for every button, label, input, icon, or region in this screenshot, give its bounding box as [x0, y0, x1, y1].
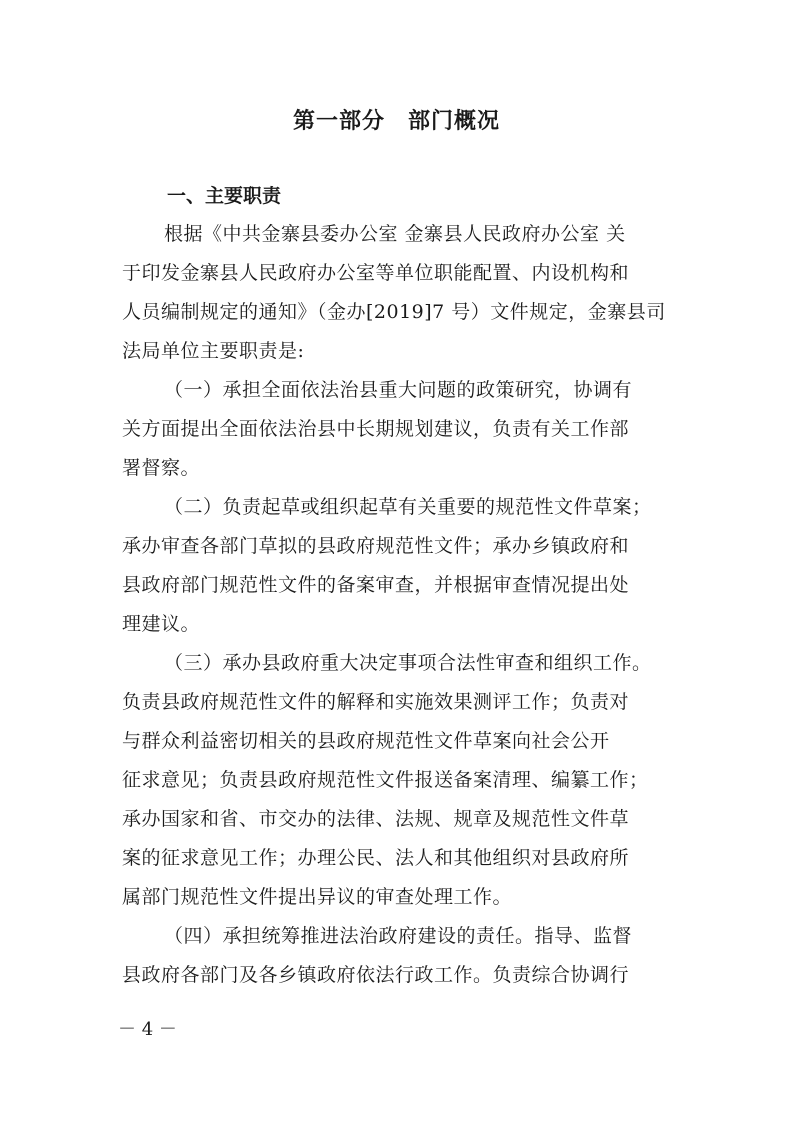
text-line: 承办审查各部门草拟的县政府规范性文件；承办乡镇政府和	[122, 535, 630, 557]
text-line: （三）承办县政府重大决定事项合法性审查和组织工作。	[164, 652, 652, 674]
text-line: 理建议。	[122, 613, 201, 635]
page-number: － 4 －	[118, 1019, 177, 1040]
text-line: 于印发金寨县人民政府办公室等单位职能配置、内设机构和	[122, 262, 630, 284]
text-line: 县政府各部门及各乡镇政府依法行政工作。负责综合协调行	[122, 964, 630, 986]
text-line: 县政府部门规范性文件的备案审查，并根据审查情况提出处	[122, 574, 630, 596]
text-line: 负责县政府规范性文件的解释和实施效果测评工作；负责对	[122, 691, 630, 713]
text-line: 人员编制规定的通知》（金办[2019]7 号）文件规定，金寨县司	[122, 301, 666, 323]
text-line: 属部门规范性文件提出异议的审查处理工作。	[122, 886, 513, 908]
text-line: 关方面提出全面依法治县中长期规划建议，负责有关工作部	[122, 418, 630, 440]
text-line: 与群众利益密切相关的县政府规范性文件草案向社会公开	[122, 730, 610, 752]
text-line: 案的征求意见工作；办理公民、法人和其他组织对县政府所	[122, 847, 630, 869]
text-line: （四）承担统筹推进法治政府建设的责任。指导、监督	[164, 925, 633, 947]
text-line: 法局单位主要职责是:	[122, 340, 305, 362]
text-line: （二）负责起草或组织起草有关重要的规范性文件草案；	[164, 496, 652, 518]
page-title: 第一部分 部门概况	[292, 109, 500, 134]
text-line: 征求意见；负责县政府规范性文件报送备案清理、编纂工作；	[122, 769, 649, 791]
text-line: 承办国家和省、市交办的法律、法规、规章及规范性文件草	[122, 808, 630, 830]
text-line: （一）承担全面依法治县重大问题的政策研究，协调有	[164, 379, 633, 401]
text-line: 根据《中共金寨县委办公室 金寨县人民政府办公室 关	[164, 223, 626, 245]
text-line: 署督察。	[122, 457, 201, 479]
section-heading: 一、主要职责	[167, 185, 282, 207]
